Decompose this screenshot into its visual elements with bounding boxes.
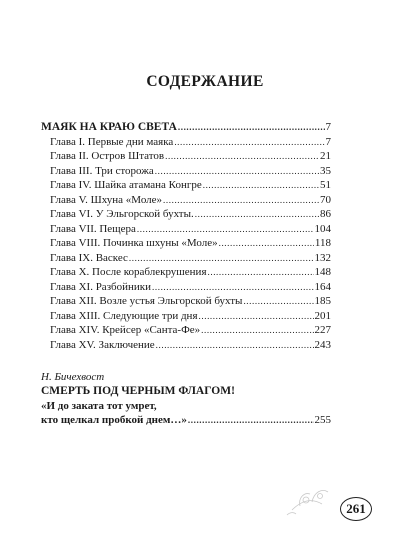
- leader-dots: [188, 413, 314, 427]
- toc-part-title: МАЯК НА КРАЮ СВЕТА: [41, 121, 177, 133]
- toc-chapter-title: Глава I. Первые дни маяка: [50, 135, 174, 148]
- toc-chapter-entry[interactable]: [41, 236, 331, 251]
- leader-dots: [152, 280, 313, 295]
- toc-page-number: 104: [314, 222, 331, 235]
- leader-dots: [243, 294, 313, 309]
- toc-chapter-entry[interactable]: [41, 280, 331, 295]
- leader-dots: [137, 222, 314, 237]
- toc-page-number: 227: [314, 324, 331, 336]
- toc-chapter-entry[interactable]: [41, 294, 331, 309]
- toc-chapter-title: Глава VIII. Починка шхуны «Моле»: [50, 237, 218, 249]
- toc-chapter-entry[interactable]: [41, 164, 331, 179]
- toc-section-2: [41, 370, 331, 428]
- author-name: Н. Бичехвост: [41, 371, 105, 383]
- leader-dots: [174, 135, 324, 150]
- toc-chapter-entry[interactable]: [41, 207, 331, 222]
- toc-page-number: 164: [314, 280, 331, 293]
- toc-chapter-title: Глава VII. Пещера: [50, 222, 136, 235]
- toc-chapter-title: Глава XIII. Следующие три дня: [50, 309, 198, 322]
- leader-dots: [208, 265, 314, 280]
- leader-dots: [178, 120, 325, 135]
- toc-chapter-entry[interactable]: [41, 323, 331, 338]
- toc-page-number: 243: [314, 338, 331, 351]
- leader-dots: [201, 323, 313, 338]
- toc-chapter-entry[interactable]: [41, 149, 331, 164]
- toc-chapter-entry[interactable]: [41, 135, 331, 150]
- page-number: 261: [346, 501, 366, 516]
- toc-page-number: 148: [314, 266, 331, 278]
- toc-chapter-title: Глава III. Три сторожа: [50, 164, 154, 177]
- toc-page-number: 185: [314, 295, 331, 307]
- toc-chapter-entry[interactable]: [41, 222, 331, 237]
- leader-dots: [219, 236, 314, 251]
- toc-chapter-title: Глава VI. У Эльгорской бухты.: [50, 208, 194, 220]
- leader-dots: [129, 251, 314, 266]
- toc-page-number: 70: [320, 193, 331, 206]
- toc-chapter-title: Глава X. После кораблекрушения: [50, 266, 207, 278]
- toc-part-entry[interactable]: [41, 120, 331, 135]
- leader-dots: [163, 193, 319, 208]
- toc-page-number: 35: [320, 164, 331, 177]
- leader-dots: [165, 149, 319, 164]
- leader-dots: [195, 207, 319, 222]
- toc-chapter-entry[interactable]: [41, 193, 331, 208]
- toc-chapter-title: Глава IV. Шайка атамана Конгре: [50, 179, 202, 191]
- toc-part-title[interactable]: СМЕРТЬ ПОД ЧЕРНЫМ ФЛАГОМ!: [41, 385, 235, 397]
- leader-dots: [203, 178, 319, 193]
- toc-page-number: 201: [314, 309, 331, 322]
- toc-chapter-entry[interactable]: [41, 309, 331, 324]
- toc-page-number: 7: [325, 135, 331, 148]
- toc-chapter-title: Глава XI. Разбойники: [50, 280, 152, 293]
- toc-page-number: 86: [320, 208, 331, 220]
- page-title: СОДЕРЖАНИЕ: [146, 73, 264, 90]
- toc-page-number: 51: [320, 179, 331, 191]
- toc-subtitle: «И до заката тот умрет,: [41, 400, 157, 412]
- toc-chapter-entry[interactable]: [41, 251, 331, 266]
- toc-chapter-title: Глава II. Остров Штатов: [50, 150, 165, 162]
- toc-subtitle-entry[interactable]: [41, 413, 331, 428]
- toc-chapter-entry[interactable]: [41, 178, 331, 193]
- table-of-contents: [41, 120, 331, 352]
- toc-subtitle-line: кто щелкал пробкой днем…»: [41, 414, 187, 426]
- leader-dots: [155, 164, 319, 179]
- chapter-list: [41, 135, 331, 353]
- toc-page-number: 21: [320, 150, 331, 162]
- toc-page-number: 7: [325, 121, 331, 133]
- toc-page-number: 255: [314, 414, 331, 426]
- toc-page-number: 118: [314, 237, 331, 249]
- toc-chapter-title: Глава XIV. Крейсер «Санта-Фе»: [50, 324, 201, 336]
- toc-chapter-entry[interactable]: [41, 338, 331, 353]
- leader-dots: [156, 338, 314, 353]
- toc-chapter-title: Глава XII. Возле устья Эльгорской бухты: [50, 295, 243, 307]
- toc-chapter-entry[interactable]: [41, 265, 331, 280]
- toc-page-number: 132: [314, 251, 331, 264]
- toc-chapter-title: Глава IX. Васкес: [50, 251, 128, 264]
- toc-chapter-title: Глава V. Шхуна «Моле»: [50, 193, 163, 206]
- page-number-badge: [340, 497, 372, 521]
- leader-dots: [199, 309, 314, 324]
- toc-chapter-title: Глава XV. Заключение: [50, 338, 155, 351]
